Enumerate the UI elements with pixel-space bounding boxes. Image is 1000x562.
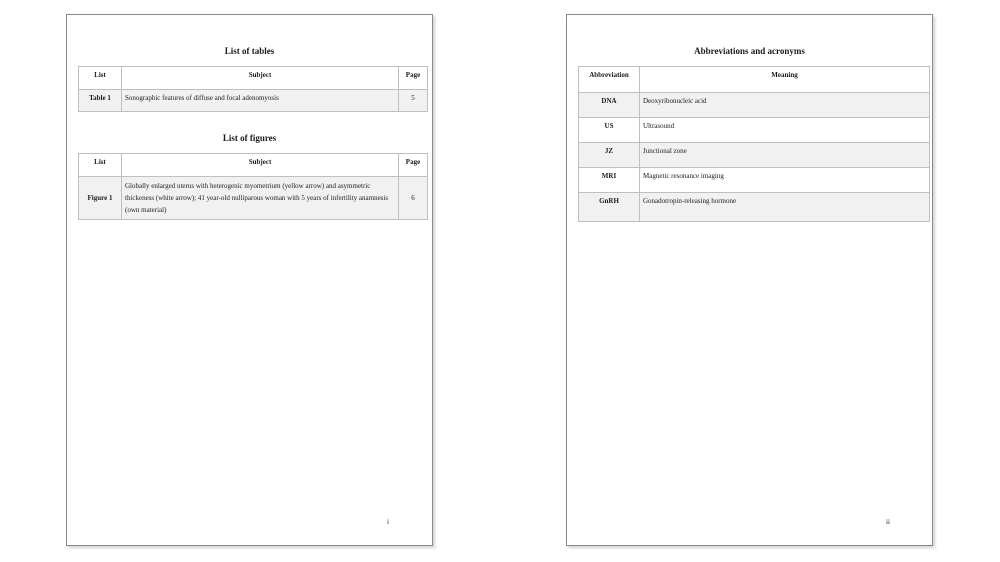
abbreviations-header-row — [579, 67, 930, 93]
abbr-cell: US — [579, 118, 640, 143]
table-row — [579, 143, 930, 168]
column-header-list: List — [79, 154, 122, 177]
tables-header-row — [79, 67, 428, 90]
list-of-figures-title: List of figures — [222, 133, 277, 143]
list-of-figures-table — [78, 153, 428, 220]
table-row-subject-cell: Sonographic features of diffuse and focal adenomyosis — [122, 90, 399, 112]
column-header-subject: Subject — [122, 67, 399, 90]
figures-header-row — [79, 154, 428, 177]
column-header-page: Page — [399, 67, 428, 90]
meaning-cell: Magnetic resonance imaging — [640, 168, 930, 193]
abbreviations-table — [578, 66, 930, 222]
column-header-abbreviation: Abbreviation — [579, 67, 640, 93]
table-row — [579, 118, 930, 143]
figure-row-list-cell: Figure 1 — [79, 177, 122, 220]
column-header-meaning: Meaning — [640, 67, 930, 93]
abbr-cell: GnRH — [579, 193, 640, 222]
document-page-1 — [66, 14, 433, 546]
table-row — [79, 177, 428, 220]
abbreviations-title: Abbreviations and acronyms — [694, 46, 805, 56]
column-header-subject: Subject — [122, 154, 399, 177]
figure-row-page-cell: 6 — [399, 177, 428, 220]
figure-row-subject-cell: Globally enlarged uterus with heterogenic myometrium (yellow arrow) and asymmetric thickeness (white arrow); 41 year-old nulliparous woman with 5 years of infertility anamnesis (own material) — [122, 177, 399, 220]
table-row — [579, 193, 930, 222]
document-page-2 — [566, 14, 933, 546]
table-row-list-cell: Table 1 — [79, 90, 122, 112]
page-number: ii — [886, 518, 890, 526]
table-row — [579, 93, 930, 118]
meaning-cell: Junctional zone — [640, 143, 930, 168]
meaning-cell: Gonadotropin-releasing hormone — [640, 193, 930, 222]
meaning-cell: Deoxyribonucleic acid — [640, 93, 930, 118]
list-of-tables-title: List of tables — [224, 46, 275, 56]
column-header-list: List — [79, 67, 122, 90]
meaning-cell: Ultrasound — [640, 118, 930, 143]
abbr-cell: JZ — [579, 143, 640, 168]
table-row-page-cell: 5 — [399, 90, 428, 112]
table-row — [579, 168, 930, 193]
list-of-tables-table — [78, 66, 428, 112]
page-number: i — [387, 518, 389, 526]
column-header-page: Page — [399, 154, 428, 177]
abbr-cell: MRI — [579, 168, 640, 193]
table-row — [79, 90, 428, 112]
abbr-cell: DNA — [579, 93, 640, 118]
